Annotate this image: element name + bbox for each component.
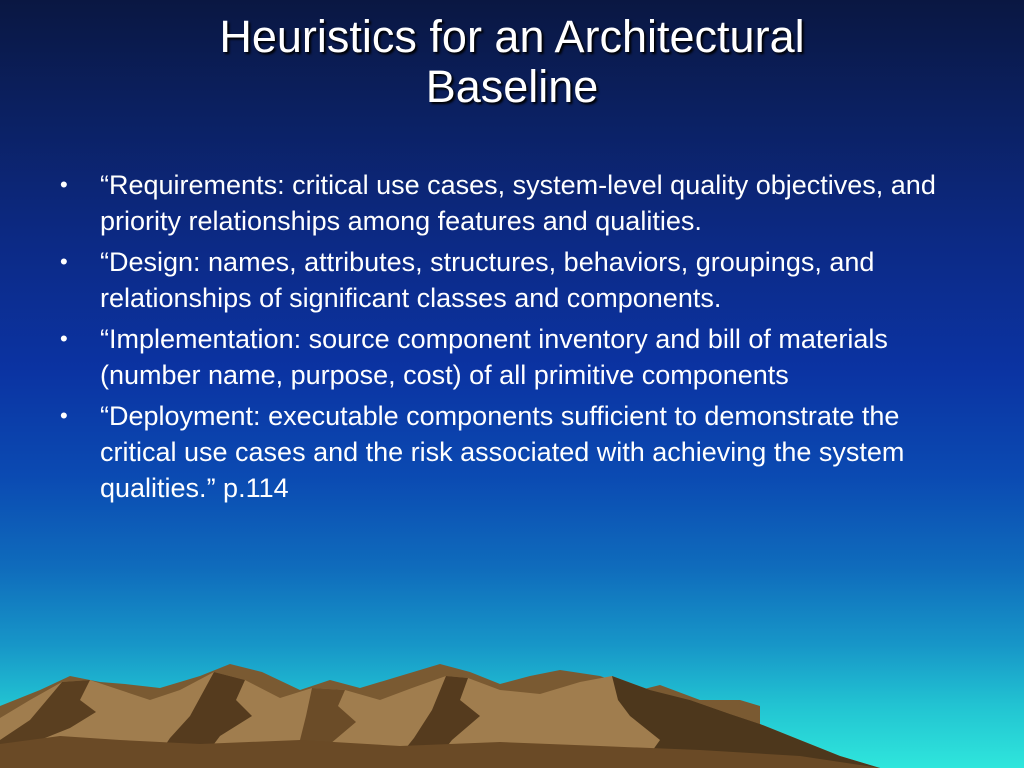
bullet-icon: • [60,172,68,197]
bullet-icon: • [60,249,68,274]
bullet-text: “Design: names, attributes, structures, behaviors, groupings, and relationships of significant classes and components. [100,247,875,313]
bullet-deployment [56,398,976,506]
bullet-icon: • [60,403,68,428]
bullet-text: “Requirements: critical use cases, system-level quality objectives, and priority relationships among features and qualities. [100,170,936,236]
bullet-requirements [56,167,976,239]
title-line: Heuristics for an Architectural [219,11,805,62]
bullet-text: “Implementation: source component inventory and bill of materials (number name, purpose, cost) of all primitive components [100,324,888,390]
bullet-design [56,244,976,316]
bullet-icon: • [60,326,68,351]
bullet-list [56,167,976,511]
title-line: Baseline [425,61,599,112]
bullet-text: “Deployment: executable components sufficient to demonstrate the critical use cases and the risk associated with achieving the system qualities.” p.114 [100,401,905,503]
bullet-implementation [56,321,976,393]
slide-title [0,12,1024,112]
